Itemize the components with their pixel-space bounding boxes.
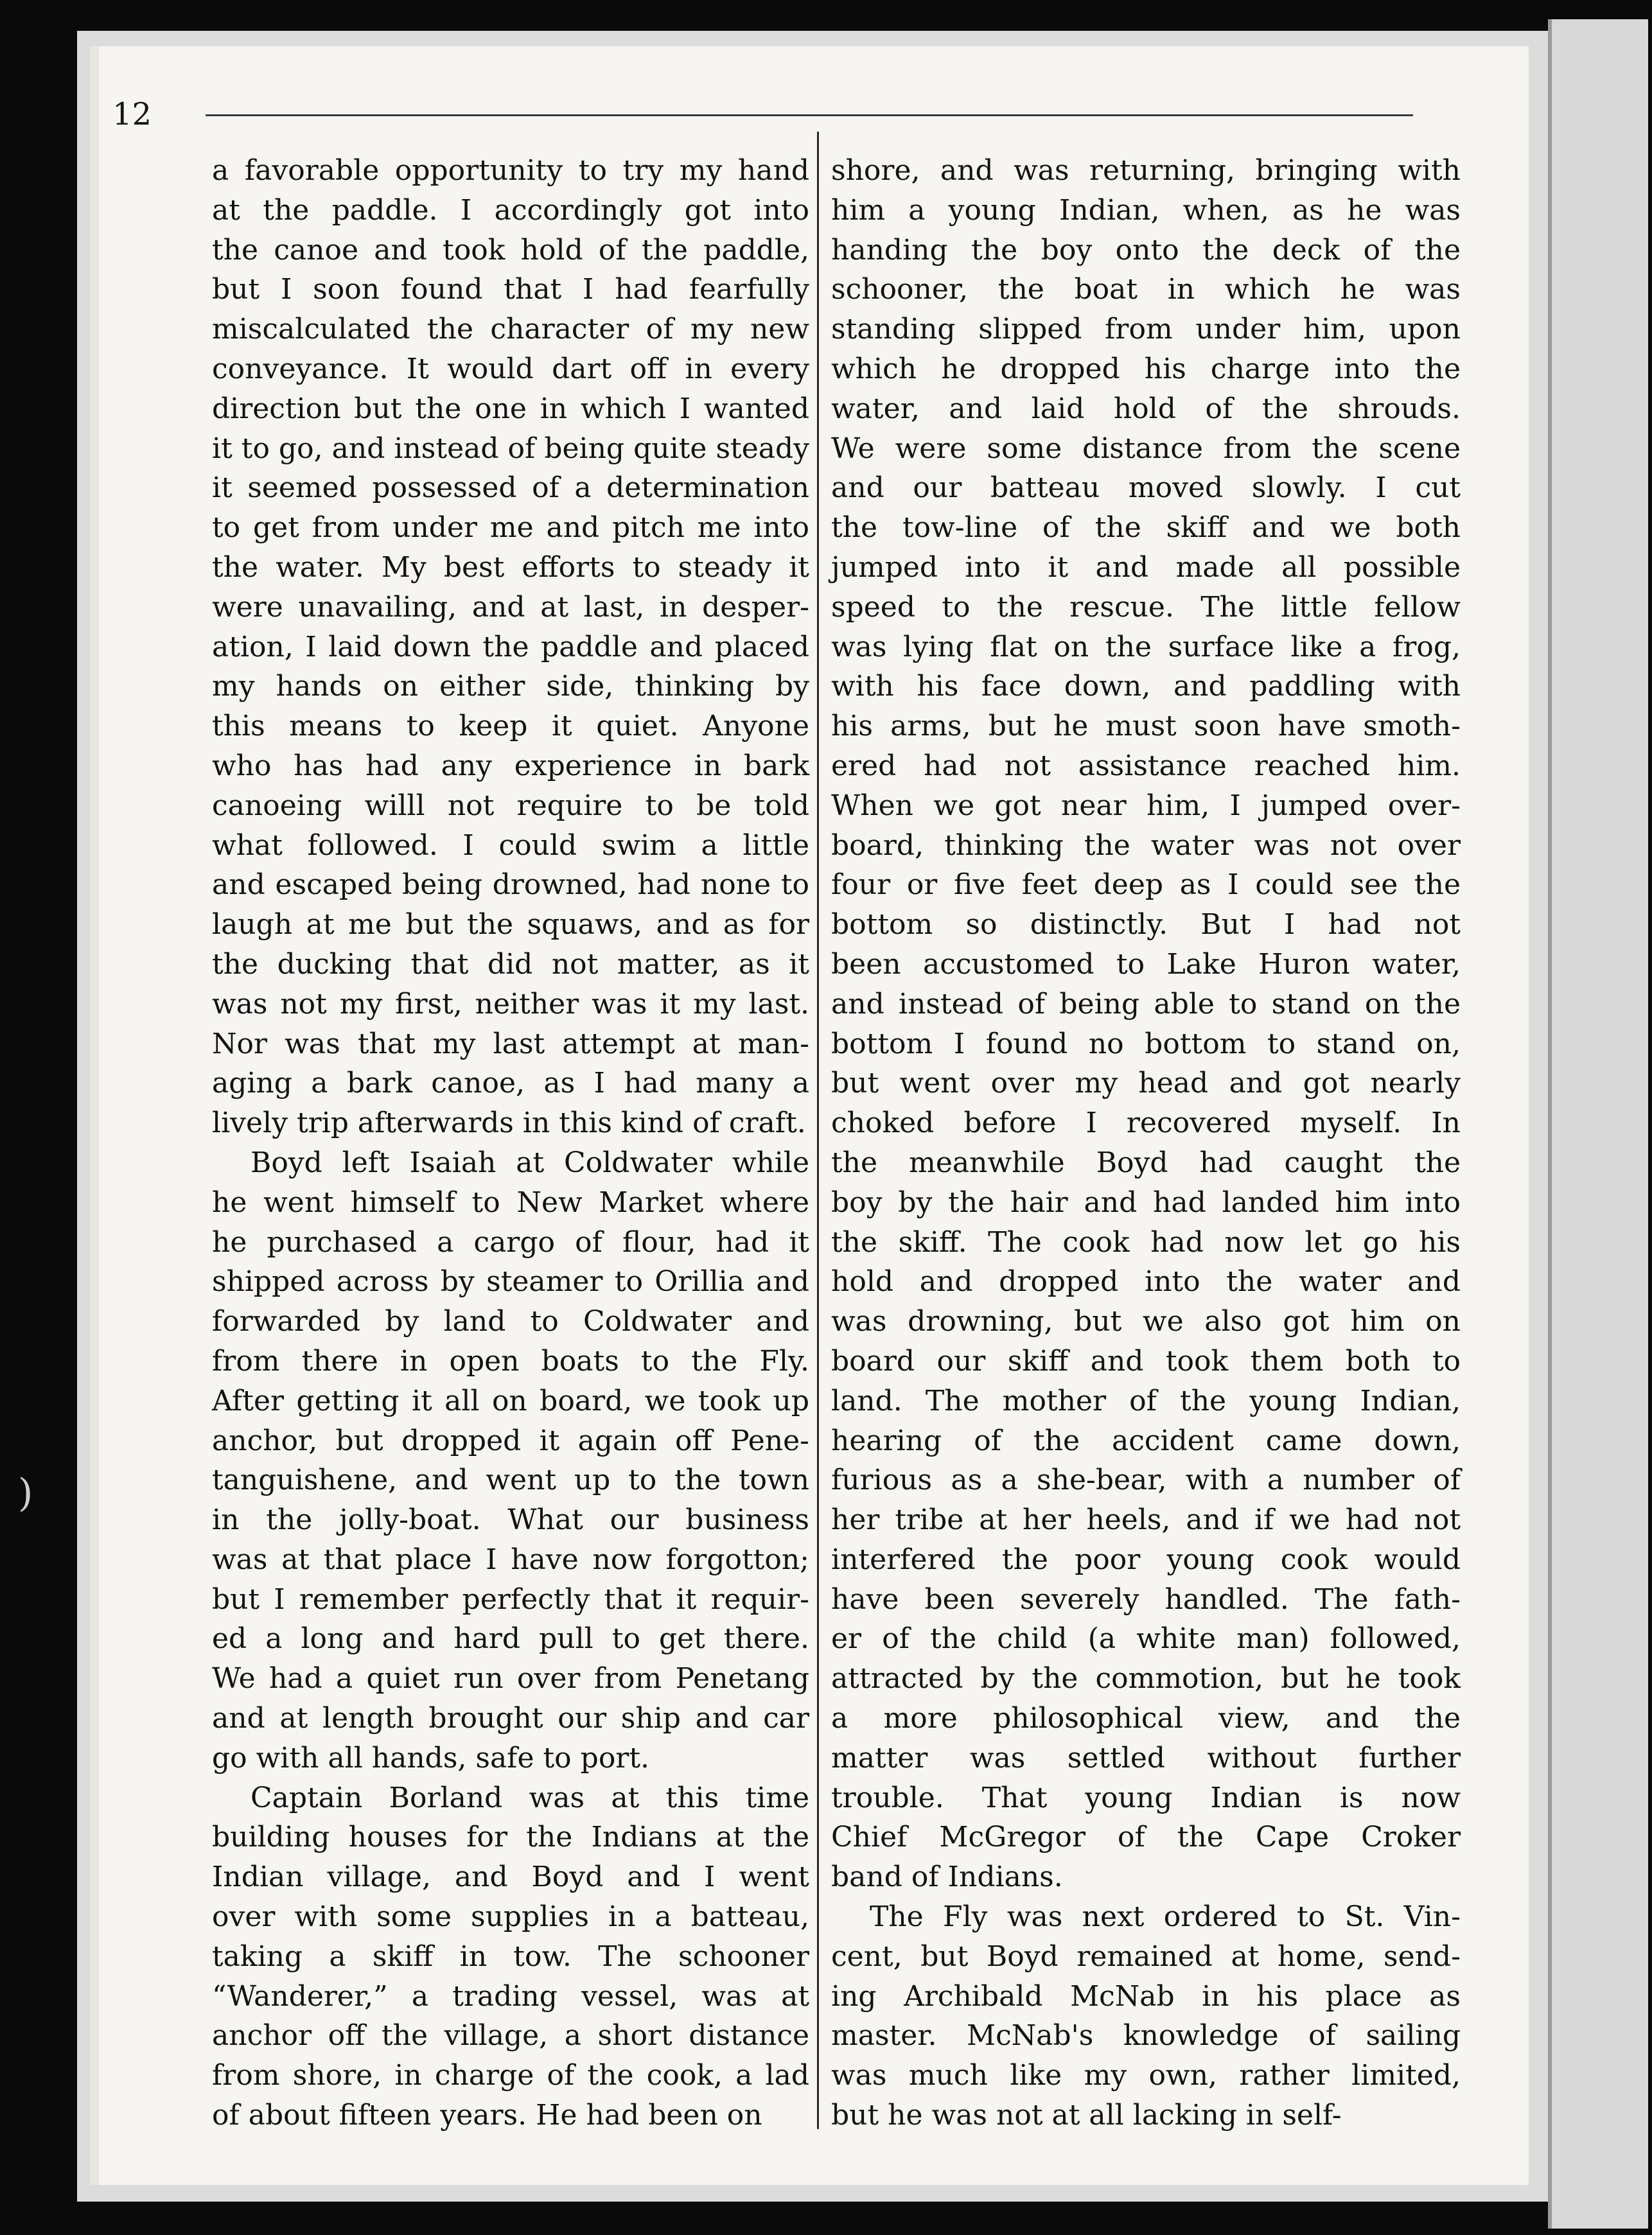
text-line: but I soon found that I had fearfully <box>212 273 809 306</box>
right-column <box>831 151 1461 2135</box>
text-line: but went over my head and got nearly <box>831 1067 1461 1100</box>
text-line: land. The mother of the young Indian, <box>831 1384 1461 1417</box>
text-line: Nor was that my last attempt at man- <box>212 1027 809 1060</box>
text-line: it seemed possessed of a determination <box>212 471 809 505</box>
text-line: shore, and was returning, bringing with <box>831 154 1461 187</box>
text-line: speed to the rescue. The little fellow <box>831 590 1461 624</box>
text-line: Boyd left Isaiah at Coldwater while <box>250 1146 809 1179</box>
text-line: the tow-line of the skiff and we both <box>831 511 1461 545</box>
text-line: my hands on either side, thinking by <box>212 670 809 703</box>
text-line: We had a quiet run over from Penetang <box>212 1662 809 1696</box>
text-line: been accustomed to Lake Huron water, <box>831 947 1461 981</box>
text-line: tanguishene, and went up to the town <box>212 1464 809 1497</box>
text-line: he purchased a cargo of flour, had it <box>212 1225 809 1259</box>
text-line: ered had not assistance reached him. <box>831 749 1461 782</box>
text-line: the canoe and took hold of the paddle, <box>212 233 809 267</box>
text-line: what followed. I could swim a little <box>212 828 809 862</box>
text-line: When we got near him, I jumped over- <box>831 789 1461 822</box>
text-line: attracted by the commotion, but he took <box>831 1662 1461 1696</box>
book-edge <box>1548 19 1648 2229</box>
text-line: the water. My best efforts to steady it <box>212 550 809 584</box>
text-line: schooner, the boat in which he was <box>831 273 1461 306</box>
text-line: from shore, in charge of the cook, a lad <box>212 2059 809 2092</box>
text-line: lively trip afterwards in this kind of craft. <box>212 1107 806 1140</box>
text-line: go with all hands, safe to port. <box>212 1741 650 1775</box>
text-line: to get from under me and pitch me into <box>212 511 809 545</box>
text-line: his arms, but he must soon have smoth- <box>831 710 1461 743</box>
text-line: anchor, but dropped it again off Pene- <box>212 1424 809 1457</box>
text-line: master. McNab's knowledge of sailing <box>831 2019 1461 2053</box>
text-line: er of the child (a white man) followed, <box>831 1622 1461 1656</box>
text-line: was at that place I have now forgotton; <box>212 1543 809 1576</box>
text-line: ing Archibald McNab in his place as <box>831 1979 1461 2013</box>
text-line: The Fly was next ordered to St. Vin- <box>870 1900 1461 1934</box>
text-line: shipped across by steamer to Orillia and <box>212 1265 809 1299</box>
text-line: board, thinking the water was not over <box>831 828 1461 862</box>
page-number: 12 <box>112 96 152 132</box>
text-line: in the jolly-boat. What our business <box>212 1503 809 1537</box>
text-line: four or five feet deep as I could see the <box>831 868 1461 902</box>
text-line: and instead of being able to stand on the <box>831 987 1461 1021</box>
text-line: anchor off the village, a short distance <box>212 2019 809 2053</box>
text-line: with his face down, and paddling with <box>831 670 1461 703</box>
text-line: hold and dropped into the water and <box>831 1265 1461 1299</box>
text-line: but he was not at all lacking in self- <box>831 2099 1342 2132</box>
text-line: hearing of the accident came down, <box>831 1424 1461 1457</box>
scan-artifact-mark: ) <box>18 1471 33 1516</box>
text-line: was much like my own, rather limited, <box>831 2059 1461 2092</box>
text-line: handing the boy onto the deck of the <box>831 233 1461 267</box>
text-line: matter was settled without further <box>831 1741 1461 1775</box>
text-line: cent, but Boyd remained at home, send- <box>831 1940 1461 1973</box>
text-line: were unavailing, and at last, in desper- <box>212 590 809 624</box>
text-line: from there in open boats to the Fly. <box>212 1344 809 1378</box>
text-line: this means to keep it quiet. Anyone <box>212 710 809 743</box>
text-line: “Wanderer,” a trading vessel, was at <box>212 1979 809 2013</box>
text-line: aging a bark canoe, as I had many a <box>212 1067 809 1100</box>
text-line: ed a long and hard pull to get there. <box>212 1622 809 1656</box>
text-line: the skiff. The cook had now let go his <box>831 1225 1461 1259</box>
text-line: Captain Borland was at this time <box>250 1781 809 1814</box>
left-column <box>212 151 809 2135</box>
text-line: and our batteau moved slowly. I cut <box>831 471 1461 505</box>
text-line: Chief McGregor of the Cape Croker <box>831 1821 1461 1854</box>
text-line: We were some distance from the scene <box>831 432 1461 465</box>
text-line: him a young Indian, when, as he was <box>831 193 1461 227</box>
text-line: bottom I found no bottom to stand on, <box>831 1027 1461 1060</box>
text-line: taking a skiff in tow. The schooner <box>212 1940 809 1973</box>
text-line: and at length brought our ship and car <box>212 1702 809 1735</box>
text-line: jumped into it and made all possible <box>831 550 1461 584</box>
text-line: conveyance. It would dart off in every <box>212 352 809 385</box>
text-line: a more philosophical view, and the <box>831 1702 1461 1735</box>
text-line: over with some supplies in a batteau, <box>212 1900 809 1934</box>
text-line: After getting it all on board, we took up <box>212 1384 809 1417</box>
text-line: a favorable opportunity to try my hand <box>212 154 809 187</box>
text-line: the ducking that did not matter, as it <box>212 947 809 981</box>
text-line: at the paddle. I accordingly got into <box>212 193 809 227</box>
text-line: bottom so distinctly. But I had not <box>831 908 1461 942</box>
text-line: board our skiff and took them both to <box>831 1344 1461 1378</box>
text-line: the meanwhile Boyd had caught the <box>831 1146 1461 1179</box>
text-line: band of Indians. <box>831 1861 1063 1894</box>
text-line: her tribe at her heels, and if we had not <box>831 1503 1461 1537</box>
text-line: was drowning, but we also got him on <box>831 1305 1461 1338</box>
text-line: and escaped being drowned, had none to <box>212 868 809 902</box>
text-line: direction but the one in which I wanted <box>212 392 809 425</box>
column-divider <box>817 132 819 2129</box>
text-line: which he dropped his charge into the <box>831 352 1461 385</box>
header-rule <box>206 114 1413 116</box>
text-line: forwarded by land to Coldwater and <box>212 1305 809 1338</box>
text-line: building houses for the Indians at the <box>212 1821 809 1854</box>
text-line: boy by the hair and had landed him into <box>831 1186 1461 1219</box>
text-line: ation, I laid down the paddle and placed <box>212 630 809 663</box>
text-line: it to go, and instead of being quite steady <box>212 432 809 465</box>
text-line: standing slipped from under him, upon <box>831 313 1461 346</box>
text-line: water, and laid hold of the shrouds. <box>831 392 1461 425</box>
text-line: was lying flat on the surface like a frog, <box>831 630 1461 663</box>
text-line: choked before I recovered myself. In <box>831 1107 1461 1140</box>
text-line: he went himself to New Market where <box>212 1186 809 1219</box>
text-line: miscalculated the character of my new <box>212 313 809 346</box>
text-line: trouble. That young Indian is now <box>831 1781 1461 1814</box>
text-line: furious as a she-bear, with a number of <box>831 1464 1461 1497</box>
text-line: was not my first, neither was it my last. <box>212 987 809 1021</box>
text-line: interfered the poor young cook would <box>831 1543 1461 1576</box>
text-line: laugh at me but the squaws, and as for <box>212 908 809 942</box>
text-line: have been severely handled. The fath- <box>831 1582 1461 1616</box>
text-line: who has had any experience in bark <box>212 749 809 782</box>
text-line: but I remember perfectly that it requir- <box>212 1582 809 1616</box>
text-line: Indian village, and Boyd and I went <box>212 1861 809 1894</box>
text-line: of about fifteen years. He had been on <box>212 2099 762 2132</box>
text-line: canoeing willl not require to be told <box>212 789 809 822</box>
